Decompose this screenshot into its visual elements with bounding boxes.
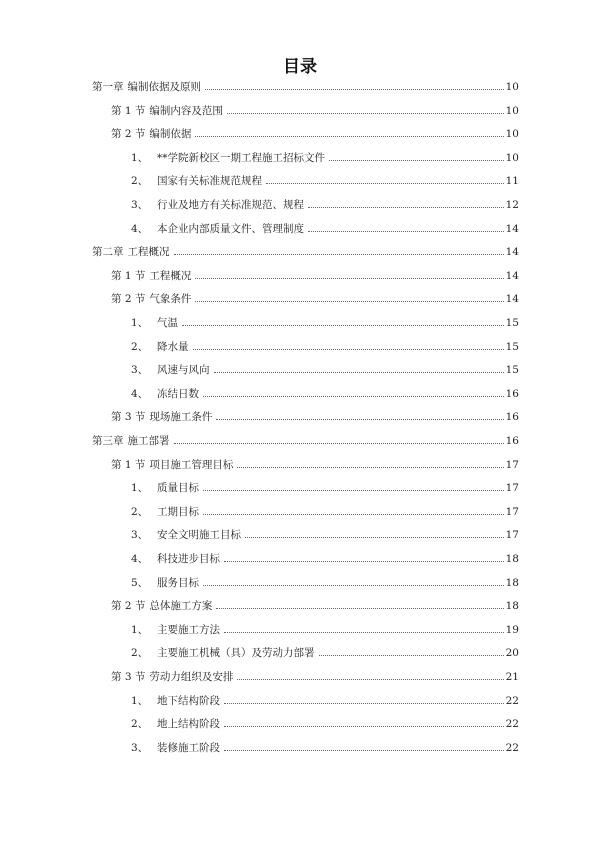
toc-dot-leader [224,749,504,751]
toc-entry-label [111,291,193,307]
toc-page-number: 10 [505,128,519,141]
toc-entry-label [131,386,201,402]
toc-entry-number: 2、 [131,340,149,353]
toc-dot-leader [195,300,503,302]
toc-entry-number: 第 1 节 [111,458,146,471]
toc-page-number: 18 [505,600,519,613]
toc-dot-leader [224,631,504,633]
toc-entry-text: 工程概况 [149,269,192,282]
toc-entry[interactable] [111,291,519,307]
toc-page-number: 18 [505,576,519,589]
toc-entry-label [111,409,214,425]
toc-entry-label [131,527,243,543]
toc-entry[interactable] [92,433,519,449]
toc-dot-leader [319,654,504,656]
toc-page-number: 17 [505,529,519,542]
toc-entry-number: 第 1 节 [111,269,146,282]
toc-entry-text: 科技进步目标 [157,553,220,565]
toc-entry-label [131,221,306,237]
toc-page-number: 10 [505,104,519,117]
toc-entry-text: **学院新校区一期工程施工招标文件 [157,151,325,164]
toc-entry[interactable] [131,221,519,237]
toc-entry-number: 1、 [131,694,149,707]
toc-entry[interactable] [111,268,519,284]
toc-entry-number: 2、 [131,647,149,660]
toc-entry[interactable] [131,504,519,520]
toc-entry-label [131,740,222,756]
toc-entry-label [131,551,222,567]
toc-entry[interactable] [131,527,519,543]
toc-dot-leader [203,513,504,515]
toc-entry-text: 质量目标 [157,482,199,495]
toc-dot-leader [195,135,503,137]
toc-page-number: 19 [505,623,519,636]
toc-entry-text: 风速与风向 [157,364,210,377]
toc-entry-label [111,457,235,473]
toc-entry-label [92,244,172,260]
toc-entry-label [131,480,201,496]
toc-page-number: 17 [505,482,519,495]
toc-dot-leader [205,88,504,90]
toc-dot-leader [203,489,504,491]
toc-entry-number: 5、 [131,576,149,589]
toc-entry-number: 2、 [131,505,149,518]
toc-dot-leader [174,442,504,444]
toc-page-number: 18 [505,553,519,565]
toc-entry-number: 第 2 节 [111,293,146,306]
toc-entry[interactable] [131,622,519,638]
toc-dot-leader [308,206,504,208]
toc-entry-number: 1、 [131,151,149,164]
toc-entry[interactable] [92,79,519,95]
toc-page-number: 21 [505,671,519,683]
toc-entry-text: 劳动力组织及安排 [149,671,234,683]
toc-page-number: 10 [505,151,519,164]
toc-entry-number: 4、 [131,387,149,400]
toc-entry-number: 4、 [131,222,149,235]
toc-entry-text: 气象条件 [149,293,192,306]
toc-entry-number: 第三章 [92,435,124,447]
toc-entry[interactable] [92,244,519,260]
toc-entry-number: 3、 [131,364,149,377]
toc-entry[interactable] [131,150,519,166]
toc-page-number: 14 [505,293,519,306]
toc-entry-text: 现场施工条件 [149,411,213,424]
toc-page-number: 10 [505,81,519,93]
toc-entry-number: 第二章 [92,246,124,259]
toc-entry-label [131,339,191,355]
toc-entry[interactable] [131,315,519,331]
toc-entry[interactable] [131,693,519,709]
toc-entry[interactable] [131,645,519,661]
toc-entry-number: 第 2 节 [111,600,146,613]
toc-entry[interactable] [131,740,519,756]
toc-dot-leader [329,159,504,161]
toc-entry-text: 服务目标 [157,576,199,589]
toc-entry-label [131,693,222,709]
toc-entry[interactable] [131,386,519,402]
toc-dot-leader [203,395,504,397]
toc-entry-text: 总体施工方案 [149,600,213,613]
toc-entry-label [111,126,193,142]
toc-entry-text: 本企业内部质量文件、管理制度 [157,222,304,235]
toc-page-number: 16 [505,435,519,447]
toc-entry-text: 项目施工管理目标 [149,458,234,471]
toc-dot-leader [216,418,503,420]
toc-entry-text: 冻结日数 [157,387,199,400]
toc-entry-text: 国家有关标准规范规程 [157,175,262,188]
toc-entry-label [131,173,264,189]
toc-entry-number: 2、 [131,175,149,188]
toc-entry-text: 编制内容及范围 [149,104,223,117]
toc-entry-text: 降水量 [157,340,189,353]
toc-entry-label [92,79,203,95]
toc-entry[interactable] [131,173,519,189]
toc-entry[interactable] [131,339,519,355]
toc-entry-text: 地上结构阶段 [157,718,220,731]
toc-entry-text: 工期目标 [157,505,199,518]
toc-page-number: 17 [505,505,519,518]
toc-entry-label [111,268,193,284]
toc-entry-number: 第 3 节 [111,411,146,424]
toc-dot-leader [266,182,504,184]
toc-entry-number: 第一章 [92,81,124,93]
toc-dot-leader [237,466,503,468]
toc-page-number: 16 [505,387,519,400]
toc-entry[interactable] [131,197,519,213]
toc-page-number: 22 [505,741,519,754]
toc-entry-number: 4、 [131,553,149,565]
toc-dot-leader [182,324,504,326]
toc-entry-text: 施工部署 [127,435,170,447]
toc-entry-text: 主要施工方法 [157,623,220,636]
toc-entry-label [92,433,172,449]
toc-entry[interactable] [111,409,519,425]
toc-entry[interactable] [111,669,519,685]
toc-entry-number: 第 3 节 [111,671,146,683]
toc-entry[interactable] [131,480,519,496]
toc-dot-leader [174,253,504,255]
toc-entry-number: 1、 [131,623,149,636]
toc-entry-text: 地下结构阶段 [157,694,220,707]
toc-entry-number: 1、 [131,317,149,329]
toc-dot-leader [216,607,503,609]
toc-entry-label [111,103,225,119]
toc-entry-text: 安全文明施工目标 [157,529,241,542]
toc-entry[interactable] [131,716,519,732]
toc-page-number: 15 [505,340,519,353]
toc-page-number: 16 [505,411,519,424]
toc-entry[interactable] [111,598,519,614]
toc-page-number: 15 [505,317,519,329]
toc-entry-number: 2、 [131,718,149,731]
toc-title: 目录 [283,57,317,77]
toc-entry-text: 编制依据及原则 [127,81,201,93]
toc-entry-label [131,575,201,591]
toc-entry-number: 3、 [131,199,149,211]
toc-dot-leader [195,277,503,279]
toc-entry[interactable] [131,362,519,378]
toc-entry-text: 主要施工机械（具）及劳动力部署 [157,647,315,660]
toc-entry-text: 气温 [157,317,178,329]
toc-entry-label [131,197,306,213]
toc-page-number: 17 [505,458,519,471]
toc-page-number: 20 [505,647,519,660]
toc-entry-number: 第 2 节 [111,128,146,141]
toc-dot-leader [237,678,503,680]
toc-entry-label [111,669,235,685]
toc-entry[interactable] [111,103,519,119]
toc-dot-leader [224,702,504,704]
toc-entry-text: 行业及地方有关标准规范、规程 [157,199,304,211]
toc-entry-label [111,598,214,614]
toc-entry-label [131,150,327,166]
toc-dot-leader [245,536,504,538]
toc-page-number: 14 [505,222,519,235]
toc-entry-text: 编制依据 [149,128,192,141]
toc-page-number: 12 [505,199,519,211]
toc-page-number: 22 [505,718,519,731]
toc-dot-leader [214,371,504,373]
toc-entry-number: 3、 [131,741,149,754]
toc-entry-label [131,315,180,331]
toc-entry-label [131,645,317,661]
toc-dot-leader [224,725,504,727]
toc-page-number: 22 [505,694,519,707]
toc-entry-text: 装修施工阶段 [157,741,220,754]
toc-entry-label [131,504,201,520]
toc-entry[interactable] [131,551,519,567]
toc-entry-label [131,716,222,732]
toc-page-number: 15 [505,364,519,377]
toc-dot-leader [227,112,504,114]
toc-entry-text: 工程概况 [127,246,170,259]
toc-entry[interactable] [111,126,519,142]
toc-entry-number: 第 1 节 [111,104,146,117]
toc-page-number: 14 [505,246,519,259]
toc-dot-leader [308,230,504,232]
toc-page-number: 11 [505,175,519,188]
toc-entry-number: 1、 [131,482,149,495]
toc-entry-number: 3、 [131,529,149,542]
toc-dot-leader [203,584,504,586]
toc-dot-leader [193,348,504,350]
toc-entry[interactable] [131,575,519,591]
toc-entry-label [131,362,212,378]
toc-page-number: 14 [505,269,519,282]
toc-entry-label [131,622,222,638]
toc-entry[interactable] [111,457,519,473]
toc-dot-leader [224,560,504,562]
